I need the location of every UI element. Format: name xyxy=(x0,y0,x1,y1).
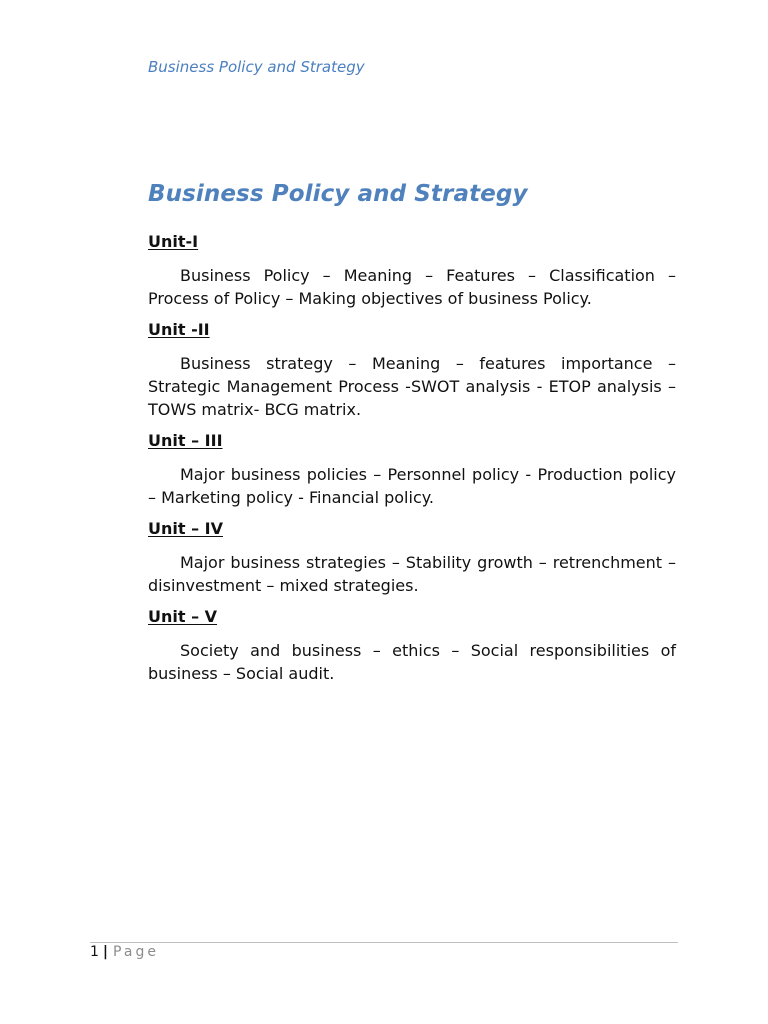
unit-body: Business Policy – Meaning – Features – Classification – Process of Policy – Making objectives of business Policy. xyxy=(148,266,676,308)
unit-heading: Unit – V xyxy=(148,607,218,626)
unit-section xyxy=(148,431,676,509)
unit-heading: Unit – IV xyxy=(148,519,223,538)
page-number: 1 xyxy=(90,944,99,960)
unit-section xyxy=(148,320,676,421)
unit-heading: Unit-I xyxy=(148,232,199,251)
footer-separator: | xyxy=(102,944,109,960)
page-label: Page xyxy=(113,944,159,960)
unit-heading: Unit – III xyxy=(148,431,223,450)
page-footer xyxy=(90,943,159,961)
unit-heading: Unit -II xyxy=(148,320,210,339)
unit-body: Major business strategies – Stability growth – retrenchment – disinvestment – mixed strategies. xyxy=(148,553,676,595)
unit-body: Major business policies – Personnel policy - Production policy – Marketing policy - Financial policy. xyxy=(148,465,676,507)
document-content xyxy=(148,232,676,695)
running-header: Business Policy and Strategy xyxy=(148,58,365,76)
unit-body: Business strategy – Meaning – features importance – Strategic Management Process -SWOT analysis - ETOP analysis – TOWS matrix- BCG matrix. xyxy=(148,354,676,419)
document-title: Business Policy and Strategy xyxy=(148,181,528,207)
unit-section xyxy=(148,519,676,597)
unit-body: Society and business – ethics – Social responsibilities of business – Social audit. xyxy=(148,641,676,683)
unit-section xyxy=(148,607,676,685)
footer-divider xyxy=(90,942,678,943)
unit-section xyxy=(148,232,676,310)
